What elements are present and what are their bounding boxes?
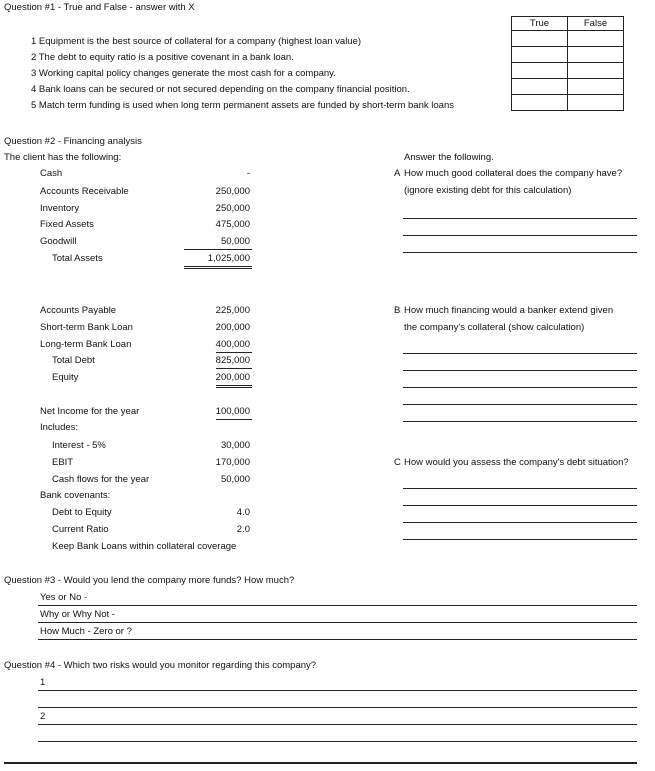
ar-label: Accounts Receivable <box>40 186 129 197</box>
qc-letter: C <box>394 457 401 468</box>
qb-answer-line-4[interactable] <box>403 404 637 405</box>
q1-item-1: 1 Equipment is the best source of collateral for a company (highest loan value) <box>31 36 362 47</box>
goodwill-label: Goodwill <box>40 236 77 247</box>
q4-number-1: 1 <box>40 677 46 688</box>
debt-sum-line <box>216 352 252 353</box>
ebit-value: 170,000 <box>215 457 250 468</box>
bottom-rule <box>4 762 637 764</box>
q1-item-2: 2 The debt to equity ratio is a positive covenant in a bank loan. <box>31 52 294 63</box>
qb-answer-line-2[interactable] <box>403 370 637 371</box>
q4-title: Question #4 - Which two risks would you monitor regarding this company? <box>4 660 317 671</box>
debt-to-equity-value: 4.0 <box>236 507 250 518</box>
false-header: False <box>568 17 624 31</box>
false-cell-5[interactable] <box>568 95 624 111</box>
q4-line-1[interactable] <box>38 690 637 691</box>
q4-line-2[interactable] <box>38 707 637 708</box>
cash-flows-label: Cash flows for the year <box>52 474 150 485</box>
qa-answer-line-2[interactable] <box>403 235 637 236</box>
false-cell-1[interactable] <box>568 31 624 47</box>
q3-why: Why or Why Not - <box>40 609 115 620</box>
qb-line1: How much financing would a banker extend given <box>404 305 614 316</box>
qa-answer-line-3[interactable] <box>403 252 637 253</box>
qa-letter: A <box>394 168 401 179</box>
lt-loan-label: Long-term Bank Loan <box>40 339 132 350</box>
inventory-value: 250,000 <box>215 203 250 214</box>
false-cell-4[interactable] <box>568 79 624 95</box>
true-header: True <box>512 17 568 31</box>
q1-item-3: 3 Working capital policy changes generate the most cash for a company. <box>31 68 336 79</box>
total-assets-label: Total Assets <box>52 253 103 264</box>
total-assets-value: 1,025,000 <box>207 253 250 264</box>
qc-answer-line-2[interactable] <box>403 505 637 506</box>
debt-to-equity-label: Debt to Equity <box>52 507 112 518</box>
q1-title: Question #1 - True and False - answer with X <box>4 2 195 13</box>
q3-why-line[interactable] <box>38 622 637 623</box>
true-false-table <box>511 16 624 111</box>
q2-intro: The client has the following: <box>4 152 122 163</box>
ar-value: 250,000 <box>215 186 250 197</box>
true-cell-5[interactable] <box>512 95 568 111</box>
qc-answer-line-3[interactable] <box>403 522 637 523</box>
net-income-line <box>216 419 252 420</box>
fixed-assets-value: 475,000 <box>215 219 250 230</box>
qa-line2: (ignore existing debt for this calculation) <box>404 185 572 196</box>
qa-line1: How much good collateral does the company have? <box>404 168 623 179</box>
covenants-title: Bank covenants: <box>40 490 111 501</box>
goodwill-value: 50,000 <box>220 236 250 247</box>
ap-value: 225,000 <box>215 305 250 316</box>
cash-value: - <box>246 168 250 179</box>
net-income-label: Net Income for the year <box>40 406 140 417</box>
interest-label: Interest - 5% <box>52 440 106 451</box>
ebit-label: EBIT <box>52 457 74 468</box>
q4-line-3[interactable] <box>38 724 637 725</box>
qb-answer-line-1[interactable] <box>403 353 637 354</box>
lt-loan-value: 400,000 <box>215 339 250 350</box>
total-debt-value: 825,000 <box>215 355 250 366</box>
false-cell-3[interactable] <box>568 63 624 79</box>
q3-how-much: How Much - Zero or ? <box>40 626 132 637</box>
qc-answer-line-4[interactable] <box>403 539 637 540</box>
true-cell-4[interactable] <box>512 79 568 95</box>
q1-item-5: 5 Match term funding is used when long term permanent assets are funded by short-term bank loans <box>31 100 454 111</box>
current-ratio-value: 2.0 <box>236 524 250 535</box>
q2-title: Question #2 - Financing analysis <box>4 136 142 147</box>
q3-how-much-line[interactable] <box>38 639 637 640</box>
q4-number-2: 2 <box>40 711 46 722</box>
equity-label: Equity <box>52 372 79 383</box>
net-income-value: 100,000 <box>215 406 250 417</box>
cash-label: Cash <box>40 168 63 179</box>
qb-letter: B <box>394 305 401 316</box>
qa-answer-line-1[interactable] <box>403 218 637 219</box>
q4-line-4[interactable] <box>38 741 637 742</box>
equity-value: 200,000 <box>215 372 250 383</box>
true-cell-1[interactable] <box>512 31 568 47</box>
answer-intro: Answer the following. <box>404 152 494 163</box>
st-loan-label: Short-term Bank Loan <box>40 322 133 333</box>
equity-double-line <box>216 385 252 388</box>
true-cell-2[interactable] <box>512 47 568 63</box>
cash-flows-value: 50,000 <box>220 474 250 485</box>
current-ratio-label: Current Ratio <box>52 524 109 535</box>
qb-answer-line-3[interactable] <box>403 387 637 388</box>
q3-title: Question #3 - Would you lend the company more funds? How much? <box>4 575 295 586</box>
inventory-label: Inventory <box>40 203 80 214</box>
st-loan-value: 200,000 <box>215 322 250 333</box>
includes-label: Includes: <box>40 422 79 433</box>
q3-yes-no-line[interactable] <box>38 605 637 606</box>
qc-answer-line-1[interactable] <box>403 488 637 489</box>
true-cell-3[interactable] <box>512 63 568 79</box>
interest-value: 30,000 <box>220 440 250 451</box>
qb-answer-line-5[interactable] <box>403 421 637 422</box>
qc-line1: How would you assess the company's debt situation? <box>404 457 629 468</box>
ap-label: Accounts Payable <box>40 305 117 316</box>
debt-underline <box>216 368 252 369</box>
q3-yes-no: Yes or No - <box>40 592 88 603</box>
total-debt-label: Total Debt <box>52 355 95 366</box>
total-assets-double-line <box>184 266 252 269</box>
q1-item-4: 4 Bank loans can be secured or not secured depending on the company financial position. <box>31 84 410 95</box>
assets-sum-line <box>184 249 252 250</box>
qb-line2: the company's collateral (show calculation) <box>404 322 585 333</box>
false-cell-2[interactable] <box>568 47 624 63</box>
keep-loans-text: Keep Bank Loans within collateral coverage <box>52 541 237 552</box>
fixed-assets-label: Fixed Assets <box>40 219 94 230</box>
